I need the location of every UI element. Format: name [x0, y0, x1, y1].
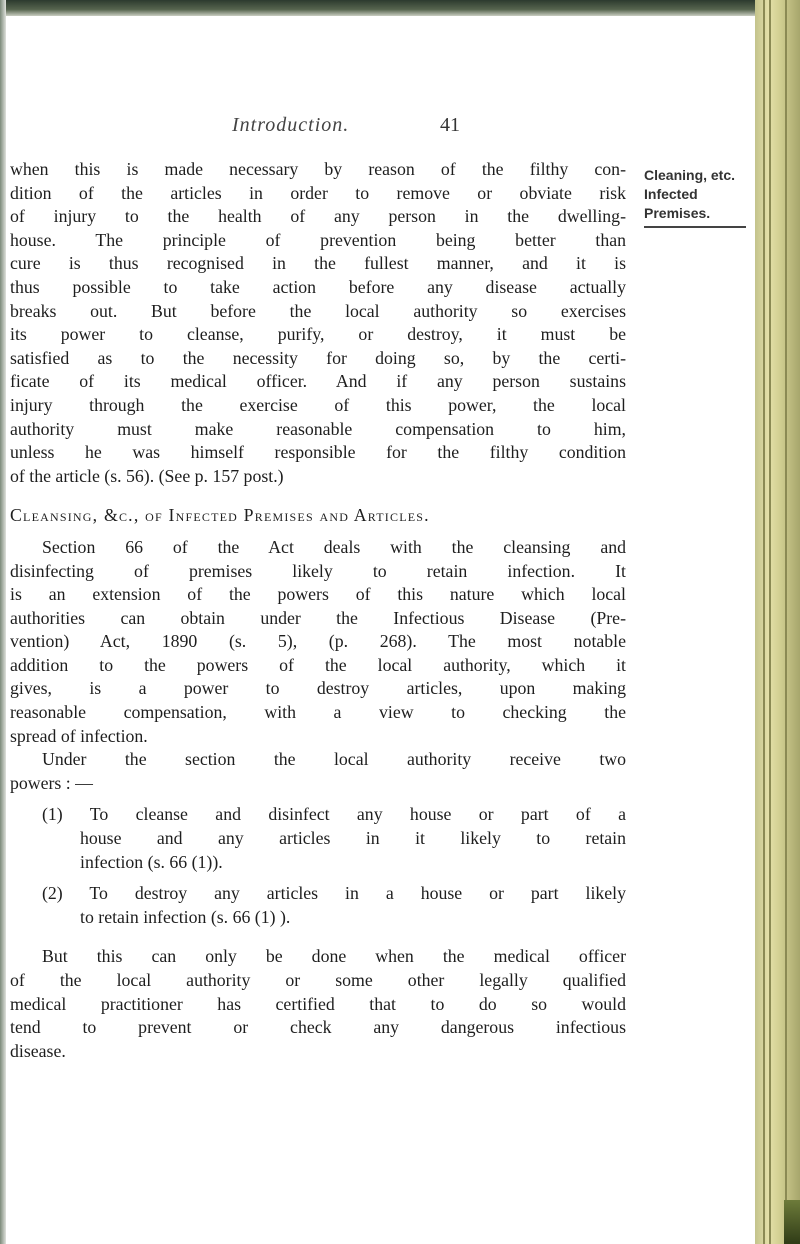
text-line: gives, is a power to destroy articles, upon making	[10, 678, 626, 699]
scan-top-edge	[0, 0, 800, 16]
margin-note-rule	[644, 226, 746, 228]
text-line: cure is thus recognised in the fullest manner, and it is	[10, 253, 626, 274]
text-line: Section 66 of the Act deals with the cleansing and	[42, 536, 626, 557]
text-line: authority must make reasonable compensation to him,	[10, 418, 626, 439]
text-line: (2) To destroy any articles in a house or part likely	[42, 883, 626, 904]
text-line: ficate of its medical officer. And if any person sustains	[10, 371, 626, 392]
text-line: dition of the articles in order to remove or obviate risk	[10, 182, 626, 203]
text-line: authorities can obtain under the Infectious Disease (Pre-	[10, 607, 626, 628]
text-line: spread of infection.	[10, 725, 148, 746]
text-line: (1) To cleanse and disinfect any house or part of a	[42, 804, 626, 825]
margin-note-line: Infected	[644, 186, 698, 202]
page-header	[0, 114, 755, 142]
spine-line	[763, 0, 765, 1244]
text-line: unless he was himself responsible for the filthy condition	[10, 442, 626, 463]
paragraph	[10, 945, 626, 1063]
text-line: house and any articles in it likely to retain	[80, 828, 626, 849]
scan-corner-mark	[784, 1200, 800, 1244]
text-line: of the article (s. 56). (See p. 157 post.)	[10, 465, 284, 486]
text-line: addition to the powers of the local authority, which it	[10, 654, 626, 675]
page-number: 41	[440, 114, 460, 136]
text-line: thus possible to take action before any disease actually	[10, 276, 626, 297]
text-line: is an extension of the powers of this nature which local	[10, 584, 626, 605]
section-heading: Cleansing, &c., of Infected Premises and Articles.	[10, 505, 430, 526]
book-spine-edge	[755, 0, 800, 1244]
text-line: powers : —	[10, 772, 93, 793]
scan-left-edge	[0, 0, 6, 1244]
spine-line	[785, 0, 787, 1244]
text-line: of injury to the health of any person in the dwelling-	[10, 206, 626, 227]
paragraph-continuation	[10, 158, 626, 488]
body-text	[10, 158, 626, 1063]
margin-note-line: Cleaning, etc.	[644, 167, 736, 183]
text-line: its power to cleanse, purify, or destroy, it must be	[10, 324, 626, 345]
text-line: infection (s. 66 (1)).	[80, 851, 223, 872]
text-line: tend to prevent or check any dangerous infectious	[10, 1017, 626, 1038]
margin-note-line: Premises.	[644, 205, 711, 221]
running-title: Introduction.	[232, 114, 350, 136]
text-line: But this can only be done when the medical officer	[42, 946, 626, 967]
margin-note	[644, 166, 759, 223]
paragraph	[10, 748, 626, 795]
text-line: medical practitioner has certified that to do so would	[10, 993, 626, 1014]
text-line: of the local authority or some other legally qualified	[10, 970, 626, 990]
text-line: breaks out. But before the local authority so exercises	[10, 300, 626, 321]
list-item	[10, 803, 626, 874]
list-item	[10, 882, 626, 929]
spine-line	[769, 0, 771, 1244]
text-line: Under the section the local authority receive two	[42, 749, 626, 770]
text-line: vention) Act, 1890 (s. 5), (p. 268). The most notable	[10, 631, 626, 652]
text-line: satisfied as to the necessity for doing so, by the certi-	[10, 347, 626, 368]
paragraph	[10, 536, 626, 748]
text-line: when this is made necessary by reason of the filthy con-	[10, 159, 626, 179]
text-line: to retain infection (s. 66 (1) ).	[80, 906, 291, 927]
text-line: house. The principle of prevention being better than	[10, 229, 626, 250]
text-line: disinfecting of premises likely to retain infection. It	[10, 560, 626, 581]
text-line: reasonable compensation, with a view to checking the	[10, 702, 626, 723]
text-line: injury through the exercise of this power, the local	[10, 394, 626, 415]
text-line: disease.	[10, 1040, 66, 1061]
